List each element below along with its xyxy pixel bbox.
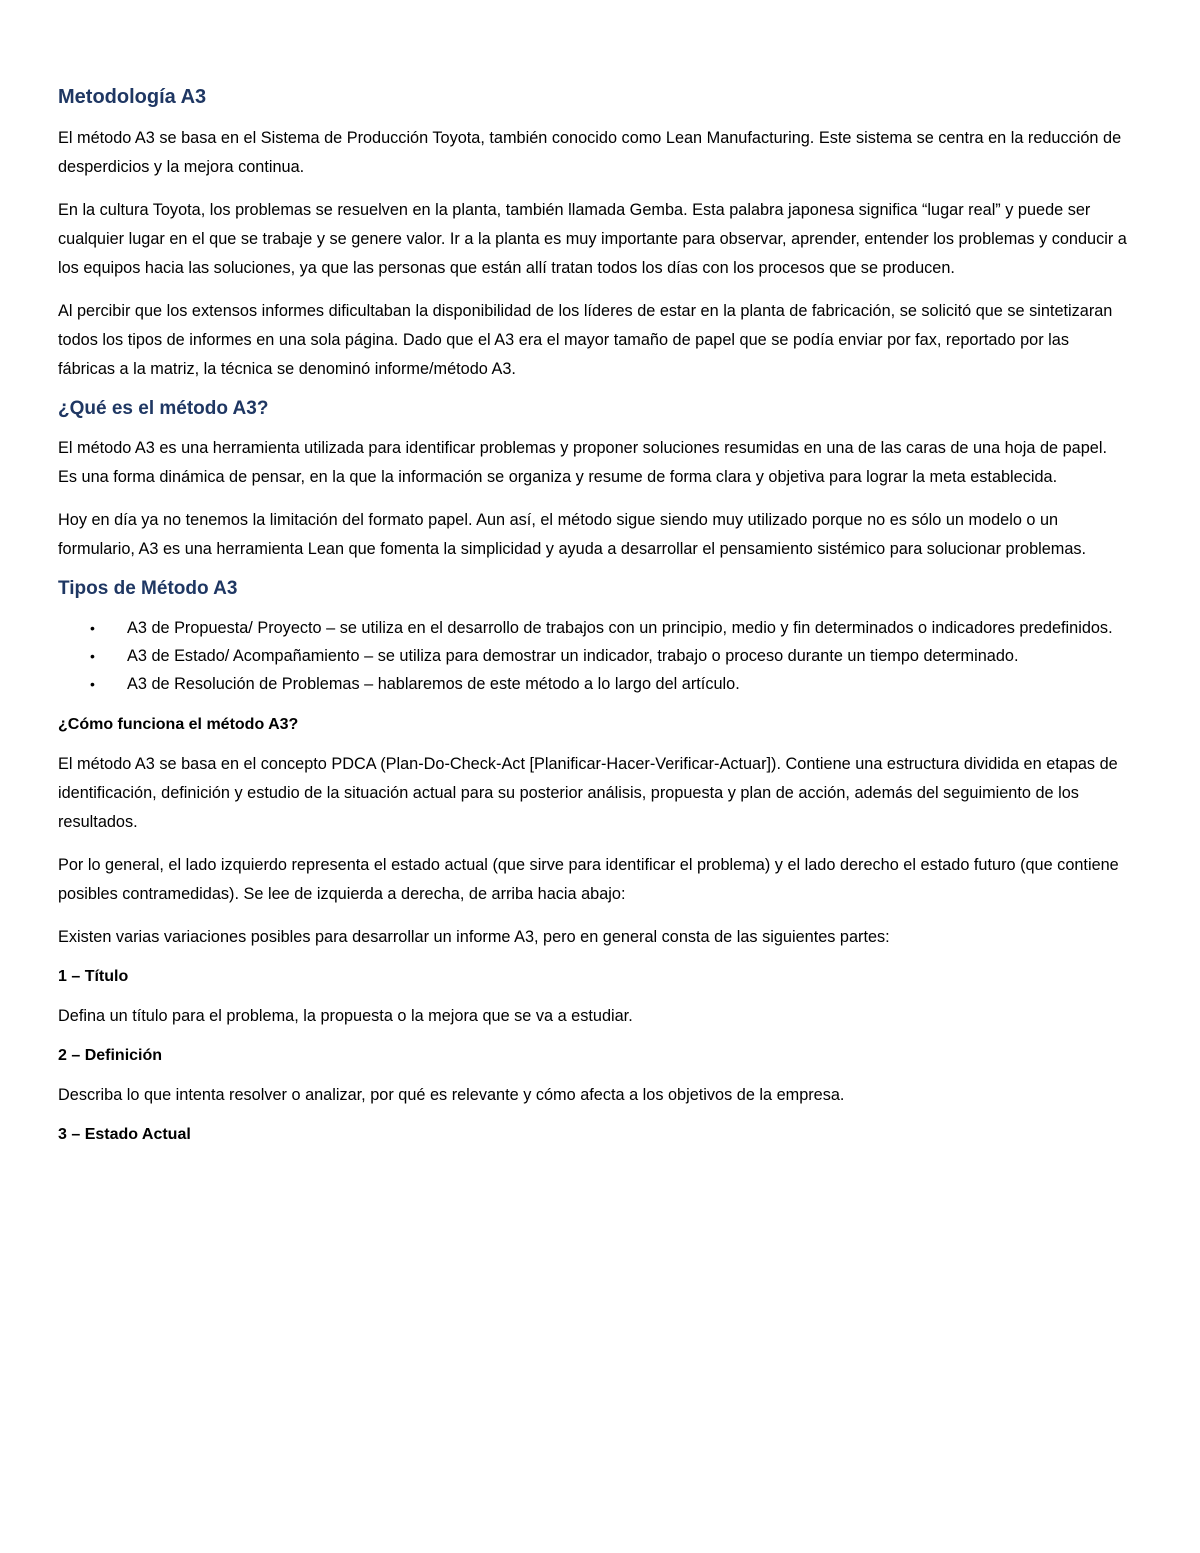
intro-paragraph-2: En la cultura Toyota, los problemas se resuelven en la planta, también llamada Gemba. Esta palabra japonesa significa “lugar real” y puede ser cualquier lugar en el que se trabaje y se genere valor. Ir a la planta es muy importante para observar, aprender, entender los problemas y conducir a los equipos hacia las soluciones, ya que las personas que están allí tratan todos los días con los procesos que se producen. bbox=[58, 201, 1127, 277]
page-title: Metodología A3 bbox=[58, 86, 207, 108]
list-item-text: A3 de Estado/ Acompañamiento – se utiliza para demostrar un indicador, trabajo o proceso durante un tiempo determinado. bbox=[127, 647, 1019, 665]
part-1-text: Defina un título para el problema, la propuesta o la mejora que se va a estudiar. bbox=[58, 1007, 633, 1025]
section-como-paragraph-1: El método A3 se basa en el concepto PDCA (Plan-Do-Check-Act [Planificar-Hacer-Verificar-Actuar]). Contiene una estructura dividida en etapas de identificación, definición y estudio de la situación actual para su posterior análisis, propuesta y plan de acción, además del seguimiento de los resultados. bbox=[58, 755, 1118, 831]
section-como-heading: ¿Cómo funciona el método A3? bbox=[58, 716, 299, 733]
list-item bbox=[90, 642, 1128, 670]
list-item-text: A3 de Propuesta/ Proyecto – se utiliza en el desarrollo de trabajos con un principio, medio y fin determinados o indicadores predefinidos. bbox=[127, 619, 1113, 637]
section-que-paragraph-1: El método A3 es una herramienta utilizada para identificar problemas y proponer soluciones resumidas en una de las caras de una hoja de papel. Es una forma dinámica de pensar, en la que la información se organiza y resume de forma clara y objetiva para lograr la meta establecida. bbox=[58, 439, 1107, 486]
part-2-heading: 2 – Definición bbox=[58, 1047, 163, 1064]
list-item bbox=[90, 614, 1128, 642]
part-3-heading: 3 – Estado Actual bbox=[58, 1126, 191, 1143]
part-1-heading: 1 – Título bbox=[58, 968, 129, 985]
section-que-heading: ¿Qué es el método A3? bbox=[58, 398, 269, 419]
bullet-icon: • bbox=[90, 676, 95, 692]
section-que-paragraph-2: Hoy en día ya no tenemos la limitación del formato papel. Aun así, el método sigue siendo muy utilizado porque no es sólo un modelo o un formulario, A3 es una herramienta Lean que fomenta la simplicidad y ayuda a desarrollar el pensamiento sistémico para solucionar problemas. bbox=[58, 511, 1087, 558]
section-como-paragraph-2: Por lo general, el lado izquierdo representa el estado actual (que sirve para identificar el problema) y el lado derecho el estado futuro (que contiene posibles contramedidas). Se lee de izquierda a derecha, de arriba hacia abajo: bbox=[58, 856, 1119, 903]
list-item bbox=[90, 670, 1128, 698]
intro-paragraph-1: El método A3 se basa en el Sistema de Producción Toyota, también conocido como Lean Manufacturing. Este sistema se centra en la reducción de desperdicios y la mejora continua. bbox=[58, 129, 1122, 176]
section-tipos-heading: Tipos de Método A3 bbox=[58, 578, 238, 599]
bullet-icon: • bbox=[90, 648, 95, 664]
list-item-text: A3 de Resolución de Problemas – hablaremos de este método a lo largo del artículo. bbox=[127, 675, 740, 693]
bullet-icon: • bbox=[90, 620, 95, 636]
part-2-text: Describa lo que intenta resolver o analizar, por qué es relevante y cómo afecta a los objetivos de la empresa. bbox=[58, 1086, 845, 1104]
intro-paragraph-3: Al percibir que los extensos informes dificultaban la disponibilidad de los líderes de estar en la planta de fabricación, se solicitó que se sintetizaran todos los tipos de informes en una sola página. Dado que el A3 era el mayor tamaño de papel que se podía enviar por fax, reportado por las fábricas a la matriz, la técnica se denominó informe/método A3. bbox=[58, 302, 1113, 378]
section-como-paragraph-3: Existen varias variaciones posibles para desarrollar un informe A3, pero en general consta de las siguientes partes: bbox=[58, 928, 890, 946]
tipos-list bbox=[58, 614, 1128, 698]
